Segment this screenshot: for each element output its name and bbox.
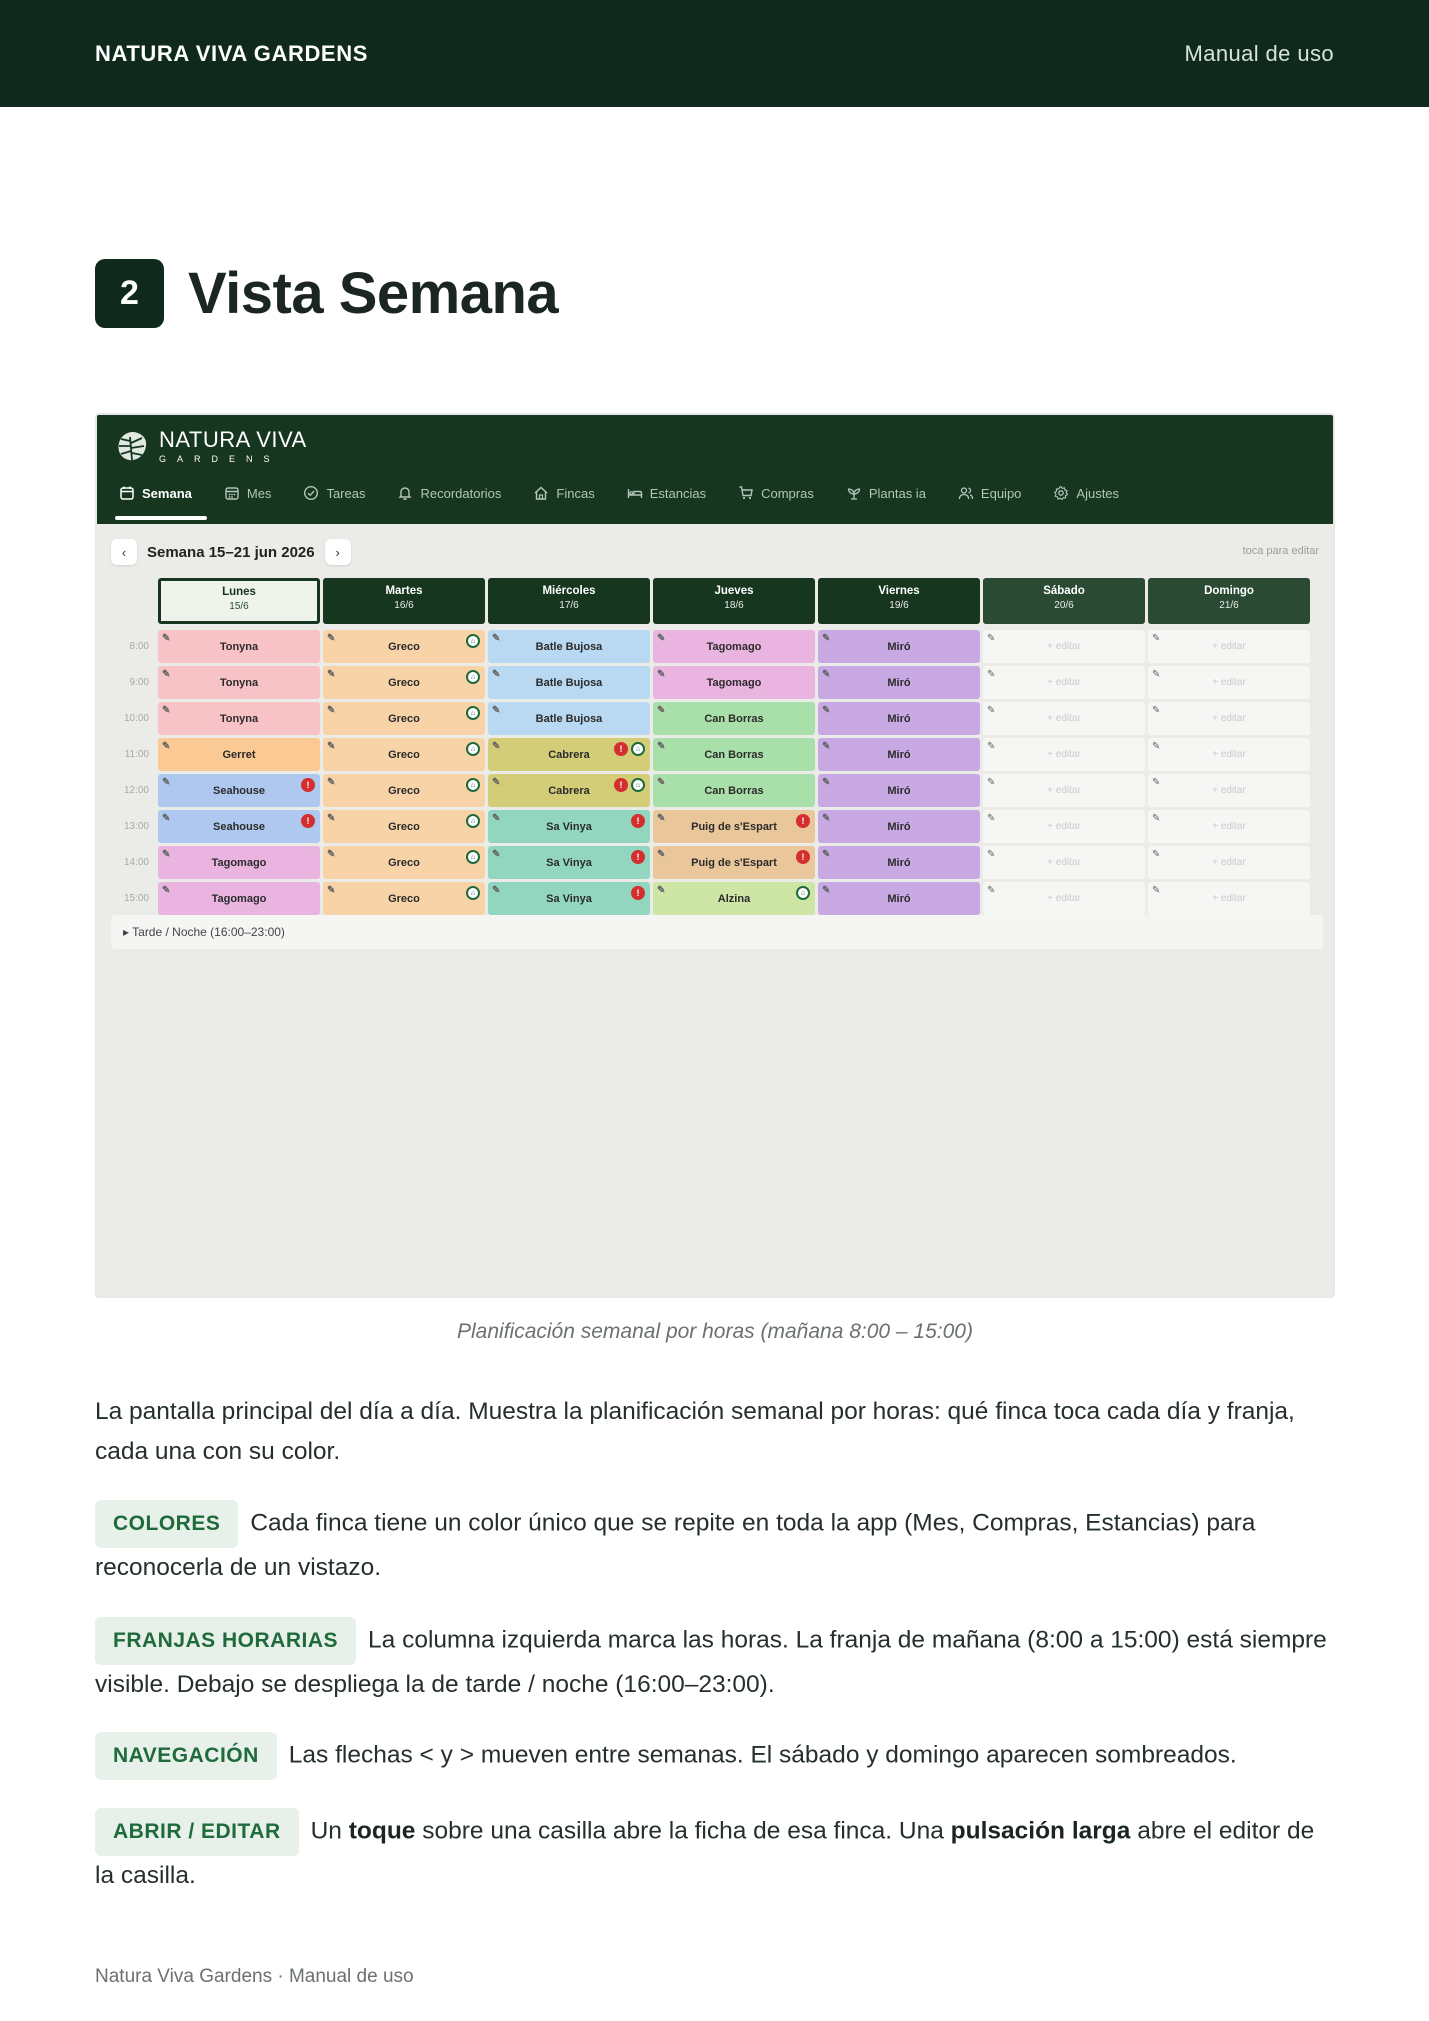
schedule-cell[interactable]	[488, 738, 650, 771]
status-ok-icon: ⌂	[631, 742, 645, 756]
finca-name: Can Borras	[704, 712, 764, 725]
pencil-icon[interactable]: ✎	[1152, 741, 1161, 752]
alert-icon: !	[614, 742, 628, 756]
pencil-icon[interactable]: ✎	[327, 885, 336, 896]
schedule-cell[interactable]	[818, 774, 980, 807]
schedule-cell[interactable]	[488, 774, 650, 807]
pencil-icon[interactable]: ✎	[327, 741, 336, 752]
nav-label: Ajustes	[1076, 485, 1120, 501]
pencil-icon[interactable]: ✎	[162, 849, 171, 860]
status-ok-icon: ⌂	[466, 670, 480, 684]
week-navigator	[111, 539, 351, 565]
pencil-icon[interactable]: ✎	[1152, 813, 1161, 824]
pencil-icon[interactable]: ✎	[822, 777, 831, 788]
item-abrir-text-1: Un	[310, 1817, 349, 1845]
day-header-0	[158, 578, 320, 624]
schedule-cell[interactable]	[653, 846, 815, 879]
alert-icon: !	[614, 778, 628, 792]
section-heading	[95, 259, 558, 328]
schedule-cell[interactable]	[488, 702, 650, 735]
day-header-6	[1148, 578, 1310, 624]
schedule-cell[interactable]	[158, 846, 320, 879]
check-circle-icon	[303, 485, 319, 501]
schedule-cell[interactable]	[323, 666, 485, 699]
pencil-icon[interactable]: ✎	[987, 633, 996, 644]
schedule-cell[interactable]	[158, 774, 320, 807]
pencil-icon[interactable]: ✎	[822, 813, 831, 824]
finca-name: Cabrera	[548, 748, 590, 761]
pencil-icon[interactable]: ✎	[1152, 669, 1161, 680]
item-abrir-text-2: sobre una casilla abre la ficha de esa finca. Una	[415, 1817, 951, 1845]
pencil-icon[interactable]: ✎	[657, 705, 666, 716]
edit-placeholder: + editar	[1212, 893, 1246, 904]
pencil-icon[interactable]: ✎	[657, 849, 666, 860]
empty-cell[interactable]	[983, 702, 1145, 735]
schedule-cell[interactable]	[158, 738, 320, 771]
logo-main-text: NATURA VIVA	[159, 427, 307, 452]
pencil-icon[interactable]: ✎	[162, 705, 171, 716]
pencil-icon[interactable]: ✎	[492, 885, 501, 896]
pencil-icon[interactable]: ✎	[1152, 777, 1161, 788]
finca-name: Alzina	[717, 892, 751, 905]
brand-name: NATURA VIVA GARDENS	[95, 40, 368, 66]
edit-placeholder: + editar	[1047, 785, 1081, 796]
pencil-icon[interactable]: ✎	[987, 885, 996, 896]
finca-name: Puig de s'Espart	[691, 856, 777, 869]
time-label: 13:00	[123, 821, 149, 832]
schedule-cell[interactable]	[818, 846, 980, 879]
pencil-icon[interactable]: ✎	[1152, 705, 1161, 716]
pencil-icon[interactable]: ✎	[987, 705, 996, 716]
schedule-cell[interactable]	[323, 846, 485, 879]
item-abrir-editar	[95, 1808, 1335, 1896]
empty-cell[interactable]	[983, 738, 1145, 771]
team-icon	[958, 485, 974, 501]
pencil-icon[interactable]: ✎	[1152, 849, 1161, 860]
pencil-icon[interactable]: ✎	[657, 741, 666, 752]
schedule-cell[interactable]	[158, 702, 320, 735]
nav-label: Compras	[761, 485, 814, 501]
finca-name: Tonyna	[219, 676, 259, 689]
day-name: Lunes	[222, 586, 256, 598]
pencil-icon[interactable]: ✎	[987, 813, 996, 824]
time-label: 9:00	[129, 677, 149, 688]
empty-cell[interactable]	[983, 630, 1145, 663]
pencil-icon[interactable]: ✎	[987, 741, 996, 752]
day-date: 20/6	[1054, 600, 1074, 611]
page-footer: Natura Viva Gardens · Manual de uso	[95, 1966, 414, 1987]
alert-icon: !	[631, 886, 645, 900]
pencil-icon[interactable]: ✎	[1152, 633, 1161, 644]
edit-placeholder: + editar	[1047, 713, 1081, 724]
item-abrir-bold-1: toque	[348, 1817, 416, 1845]
finca-name: Batle Bujosa	[535, 712, 603, 725]
status-ok-icon: ⌂	[466, 742, 480, 756]
day-header-5	[983, 578, 1145, 624]
pencil-icon[interactable]: ✎	[327, 633, 336, 644]
pencil-icon[interactable]: ✎	[987, 849, 996, 860]
empty-cell[interactable]	[1148, 846, 1310, 879]
tag-abrir-editar: ABRIR / EDITAR	[95, 1808, 299, 1856]
pencil-icon[interactable]: ✎	[657, 669, 666, 680]
item-abrir-bold-2: pulsación larga	[950, 1817, 1131, 1845]
section-title: Vista Semana	[188, 261, 559, 326]
pencil-icon[interactable]: ✎	[492, 633, 501, 644]
status-ok-icon: ⌂	[466, 778, 480, 792]
finca-name: Seahouse	[213, 820, 265, 833]
schedule-cell[interactable]	[323, 882, 485, 915]
day-date: 16/6	[394, 600, 414, 611]
finca-name: Tagomago	[211, 856, 267, 869]
alert-icon: !	[631, 814, 645, 828]
schedule-cell[interactable]	[653, 666, 815, 699]
day-date: 21/6	[1219, 600, 1239, 611]
finca-name: Puig de s'Espart	[691, 820, 777, 833]
finca-name: Tagomago	[706, 676, 762, 689]
pencil-icon[interactable]: ✎	[162, 813, 171, 824]
finca-name: Sa Vinya	[546, 856, 592, 869]
edit-hint: toca para editar	[1242, 545, 1319, 557]
pencil-icon[interactable]: ✎	[822, 885, 831, 896]
finca-name: Miró	[887, 784, 911, 797]
pencil-icon[interactable]: ✎	[327, 849, 336, 860]
pencil-icon[interactable]: ✎	[162, 777, 171, 788]
day-date: 17/6	[559, 600, 579, 611]
edit-placeholder: + editar	[1047, 893, 1081, 904]
pencil-icon[interactable]: ✎	[822, 669, 831, 680]
empty-cell[interactable]	[1148, 702, 1310, 735]
day-name: Jueves	[714, 585, 754, 597]
day-date: 19/6	[889, 600, 909, 611]
pencil-icon[interactable]: ✎	[492, 741, 501, 752]
day-date: 15/6	[229, 601, 249, 612]
pencil-icon[interactable]: ✎	[657, 777, 666, 788]
schedule-cell[interactable]	[488, 846, 650, 879]
nav-label: Fincas	[556, 485, 595, 501]
edit-placeholder: + editar	[1212, 785, 1246, 796]
edit-placeholder: + editar	[1212, 677, 1246, 688]
alert-icon: !	[301, 778, 315, 792]
alert-icon: !	[796, 814, 810, 828]
finca-name: Miró	[887, 820, 911, 833]
empty-cell[interactable]	[1148, 630, 1310, 663]
schedule-cell[interactable]	[653, 774, 815, 807]
edit-placeholder: + editar	[1212, 821, 1246, 832]
schedule-cell[interactable]	[653, 738, 815, 771]
edit-placeholder: + editar	[1212, 641, 1246, 652]
monstera-leaf-icon	[115, 429, 149, 463]
logo-sub-text: GARDENS	[159, 454, 281, 464]
nav-label: Recordatorios	[420, 485, 502, 501]
time-label: 12:00	[123, 785, 149, 796]
day-name: Sábado	[1043, 585, 1085, 597]
pencil-icon[interactable]: ✎	[1152, 885, 1161, 896]
schedule-cell[interactable]	[488, 666, 650, 699]
pencil-icon[interactable]: ✎	[822, 741, 831, 752]
schedule-cell[interactable]	[818, 702, 980, 735]
finca-name: Miró	[887, 676, 911, 689]
nav-semana[interactable]	[119, 485, 192, 501]
status-ok-icon: ⌂	[466, 706, 480, 720]
prev-week-button[interactable]: ‹	[111, 539, 137, 565]
schedule-cell[interactable]	[653, 702, 815, 735]
status-ok-icon: ⌂	[796, 886, 810, 900]
nav-compras[interactable]	[738, 485, 814, 501]
finca-name: Greco	[388, 856, 420, 869]
status-ok-icon: ⌂	[466, 850, 480, 864]
schedule-cell[interactable]	[158, 630, 320, 663]
nav-equipo[interactable]	[958, 485, 1021, 501]
finca-name: Miró	[887, 856, 911, 869]
nav-label: Semana	[142, 485, 192, 501]
schedule-cell[interactable]	[323, 630, 485, 663]
edit-placeholder: + editar	[1047, 857, 1081, 868]
empty-cell[interactable]	[983, 846, 1145, 879]
empty-cell[interactable]	[1148, 810, 1310, 843]
edit-placeholder: + editar	[1047, 821, 1081, 832]
day-header-4	[818, 578, 980, 624]
empty-cell[interactable]	[983, 882, 1145, 915]
evening-toggle[interactable]: ▸ Tarde / Noche (16:00–23:00)	[111, 915, 1323, 949]
schedule-cell[interactable]	[158, 666, 320, 699]
empty-cell[interactable]	[1148, 882, 1310, 915]
edit-placeholder: + editar	[1212, 749, 1246, 760]
pencil-icon[interactable]: ✎	[327, 813, 336, 824]
nav-plantas-ia[interactable]	[846, 485, 926, 501]
day-name: Viernes	[878, 585, 920, 597]
finca-name: Batle Bujosa	[535, 640, 603, 653]
finca-name: Sa Vinya	[546, 820, 592, 833]
finca-name: Greco	[388, 676, 420, 689]
status-ok-icon: ⌂	[466, 886, 480, 900]
finca-name: Seahouse	[213, 784, 265, 797]
item-navegacion-text: Las flechas < y > mueven entre semanas. El sábado y domingo aparecen sombreados.	[288, 1741, 1237, 1769]
app-screenshot	[95, 413, 1335, 1298]
finca-name: Gerret	[222, 748, 256, 761]
status-ok-icon: ⌂	[466, 814, 480, 828]
item-navegacion	[95, 1732, 1335, 1780]
pencil-icon[interactable]: ✎	[822, 705, 831, 716]
day-name: Martes	[385, 585, 423, 597]
empty-cell[interactable]	[1148, 774, 1310, 807]
empty-cell[interactable]	[1148, 666, 1310, 699]
pencil-icon[interactable]: ✎	[822, 849, 831, 860]
schedule-cell[interactable]	[323, 810, 485, 843]
schedule-cell[interactable]	[818, 666, 980, 699]
finca-name: Miró	[887, 712, 911, 725]
edit-placeholder: + editar	[1047, 749, 1081, 760]
pencil-icon[interactable]: ✎	[327, 669, 336, 680]
pencil-icon[interactable]: ✎	[162, 669, 171, 680]
nav-label: Tareas	[326, 485, 366, 501]
nav-recordatorios[interactable]	[397, 485, 501, 501]
calendar-week-icon	[119, 485, 135, 501]
pencil-icon[interactable]: ✎	[657, 813, 666, 824]
nav-label: Estancias	[649, 485, 707, 501]
pencil-icon[interactable]: ✎	[327, 705, 336, 716]
day-header-3	[653, 578, 815, 624]
edit-placeholder: + editar	[1212, 713, 1246, 724]
finca-name: Cabrera	[548, 784, 590, 797]
pencil-icon[interactable]: ✎	[492, 777, 501, 788]
pencil-icon[interactable]: ✎	[987, 777, 996, 788]
pencil-icon[interactable]: ✎	[987, 669, 996, 680]
time-label: 8:00	[129, 641, 149, 652]
finca-name: Miró	[887, 748, 911, 761]
item-colores	[95, 1500, 1335, 1588]
schedule-cell[interactable]	[818, 882, 980, 915]
schedule-cell[interactable]	[323, 774, 485, 807]
item-franjas-text: La columna izquierda marca las horas. La franja de mañana (8:00 a 15:00) está siempre visible. Debajo se despliega la de tarde / noche (16:00–23:00).	[95, 1626, 1327, 1698]
finca-name: Can Borras	[704, 748, 764, 761]
schedule-cell[interactable]	[818, 738, 980, 771]
plant-icon	[846, 485, 862, 501]
status-ok-icon: ⌂	[631, 778, 645, 792]
tag-colores: COLORES	[95, 1500, 238, 1548]
finca-name: Miró	[887, 892, 911, 905]
app-logo	[115, 427, 307, 464]
tag-franjas: FRANJAS HORARIAS	[95, 1617, 356, 1665]
schedule-cell[interactable]	[323, 738, 485, 771]
item-abrir-text-3: abre el editor de la casilla.	[95, 1817, 1315, 1889]
schedule-cell[interactable]	[653, 810, 815, 843]
item-franjas	[95, 1617, 1335, 1705]
finca-name: Tagomago	[211, 892, 267, 905]
item-colores-text: Cada finca tiene un color único que se repite en toda la app (Mes, Compras, Estancias) para reconocerla de un vistazo.	[95, 1509, 1256, 1581]
pencil-icon[interactable]: ✎	[327, 777, 336, 788]
schedule-cell[interactable]	[323, 702, 485, 735]
finca-name: Tonyna	[219, 640, 259, 653]
finca-name: Sa Vinya	[546, 892, 592, 905]
pencil-icon[interactable]: ✎	[492, 849, 501, 860]
finca-name: Can Borras	[704, 784, 764, 797]
nav-label: Equipo	[980, 485, 1022, 501]
schedule-cell[interactable]	[653, 882, 815, 915]
nav-label: Plantas ia	[868, 485, 926, 501]
schedule-cell[interactable]	[488, 882, 650, 915]
nav-ajustes[interactable]	[1053, 485, 1119, 501]
day-header-1	[323, 578, 485, 624]
schedule-cell[interactable]	[488, 630, 650, 663]
top-bar	[0, 0, 1429, 107]
pencil-icon[interactable]: ✎	[162, 633, 171, 644]
finca-name: Tagomago	[706, 640, 762, 653]
alert-icon: !	[631, 850, 645, 864]
pencil-icon[interactable]: ✎	[657, 633, 666, 644]
time-label: 11:00	[124, 749, 149, 760]
day-name: Miércoles	[542, 585, 596, 597]
section-number-badge: 2	[95, 259, 164, 328]
bed-icon	[627, 485, 643, 501]
schedule-cell[interactable]	[653, 630, 815, 663]
day-name: Domingo	[1204, 585, 1254, 597]
bell-icon	[397, 485, 413, 501]
alert-icon: !	[796, 850, 810, 864]
finca-name: Greco	[388, 640, 420, 653]
schedule-cell[interactable]	[818, 630, 980, 663]
finca-name: Greco	[388, 784, 420, 797]
time-label: 10:00	[123, 713, 149, 724]
day-date: 18/6	[724, 600, 744, 611]
cart-icon	[738, 485, 754, 501]
main-nav	[119, 485, 1151, 501]
gear-icon	[1053, 485, 1069, 501]
finca-name: Miró	[887, 640, 911, 653]
alert-icon: !	[301, 814, 315, 828]
schedule-cell[interactable]	[488, 810, 650, 843]
week-label: Semana 15–21 jun 2026	[147, 543, 315, 561]
home-icon	[533, 485, 549, 501]
finca-name: Greco	[388, 748, 420, 761]
tag-navegacion: NAVEGACIÓN	[95, 1732, 277, 1780]
edit-placeholder: + editar	[1212, 857, 1246, 868]
pencil-icon[interactable]: ✎	[162, 885, 171, 896]
edit-placeholder: + editar	[1047, 641, 1081, 652]
edit-placeholder: + editar	[1047, 677, 1081, 688]
schedule-cell[interactable]	[158, 810, 320, 843]
nav-mes[interactable]	[224, 485, 272, 501]
empty-cell[interactable]	[983, 666, 1145, 699]
time-label: 15:00	[123, 893, 149, 904]
schedule-cell[interactable]	[158, 882, 320, 915]
pencil-icon[interactable]: ✎	[162, 741, 171, 752]
calendar-month-icon	[224, 485, 240, 501]
app-header	[97, 415, 1333, 524]
empty-cell[interactable]	[1148, 738, 1310, 771]
nav-fincas[interactable]	[533, 485, 594, 501]
pencil-icon[interactable]: ✎	[492, 669, 501, 680]
pencil-icon[interactable]: ✎	[492, 813, 501, 824]
finca-name: Batle Bujosa	[535, 676, 603, 689]
nav-tareas[interactable]	[303, 485, 365, 501]
status-ok-icon: ⌂	[466, 634, 480, 648]
time-label: 14:00	[123, 857, 149, 868]
pencil-icon[interactable]: ✎	[657, 885, 666, 896]
empty-cell[interactable]	[983, 810, 1145, 843]
empty-cell[interactable]	[983, 774, 1145, 807]
pencil-icon[interactable]: ✎	[822, 633, 831, 644]
finca-name: Greco	[388, 820, 420, 833]
finca-name: Greco	[388, 712, 420, 725]
manual-label: Manual de uso	[1184, 40, 1334, 66]
finca-name: Greco	[388, 892, 420, 905]
intro-paragraph: La pantalla principal del día a día. Muestra la planificación semanal por horas: qué finca toca cada día y franja, cada una con su color.	[95, 1398, 1295, 1465]
nav-label: Mes	[246, 485, 272, 501]
finca-name: Tonyna	[219, 712, 259, 725]
nav-estancias[interactable]	[627, 485, 706, 501]
day-header-2	[488, 578, 650, 624]
active-tab-indicator	[115, 516, 207, 520]
schedule-cell[interactable]	[818, 810, 980, 843]
figure-caption: Planificación semanal por horas (mañana 8:00 – 15:00)	[457, 1320, 973, 1343]
pencil-icon[interactable]: ✎	[492, 705, 501, 716]
next-week-button[interactable]: ›	[325, 539, 351, 565]
